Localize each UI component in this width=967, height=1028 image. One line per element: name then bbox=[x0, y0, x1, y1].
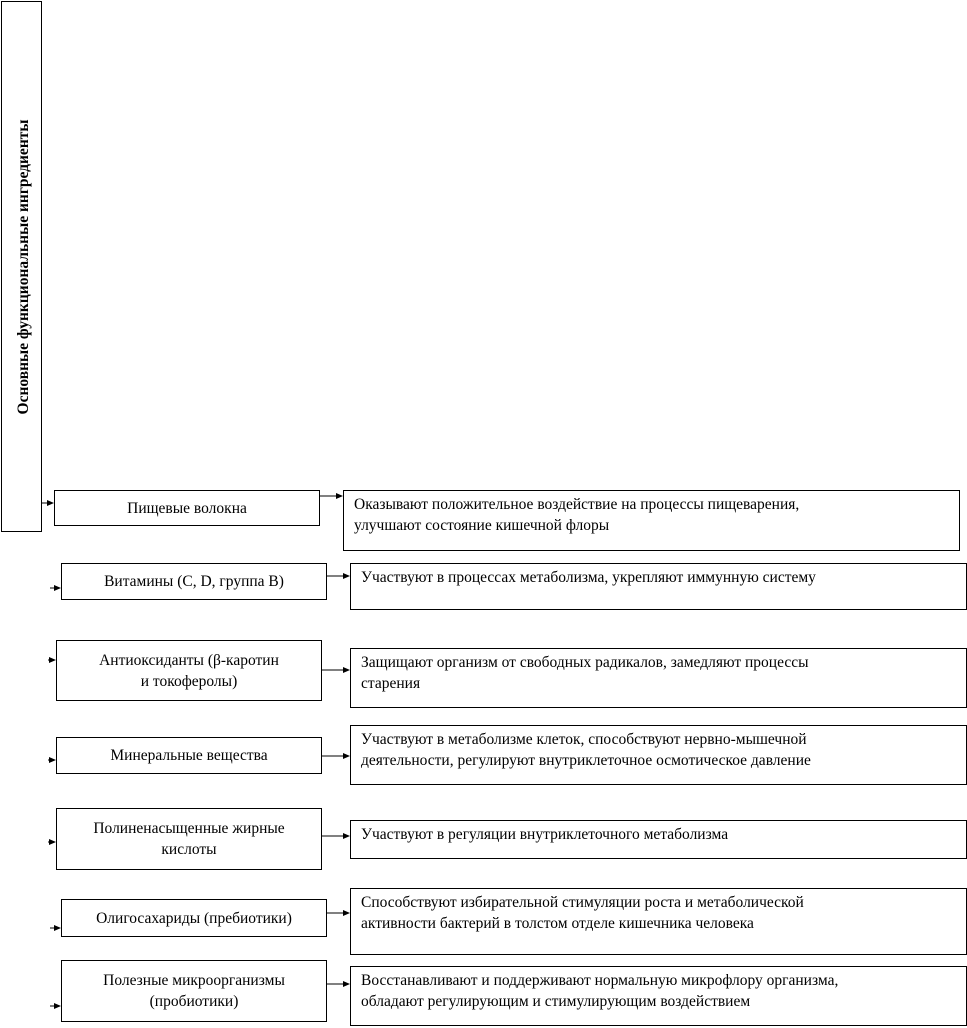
ingredient-oligosaccharides: Олигосахариды (пребиотики) bbox=[61, 899, 327, 937]
ingredient-pufa: Полиненасыщенные жирные кислоты bbox=[56, 808, 322, 870]
effect-oligosaccharides: Способствуют избирательной стимуляции роста и метаболической активности бактерий в толстом отделе кишечника человека bbox=[350, 888, 967, 955]
effect-pufa: Участвуют в регуляции внутриклеточного метаболизма bbox=[350, 820, 967, 859]
ingredient-antioxidants: Антиоксиданты (β-каротин и токоферолы) bbox=[56, 640, 322, 701]
effect-vitamins: Участвуют в процессах метаболизма, укрепляют иммунную систему bbox=[350, 563, 967, 610]
ingredient-minerals: Минеральные вещества bbox=[56, 737, 322, 774]
effect-minerals: Участвуют в метаболизме клеток, способствуют нервно-мышечной деятельности, регулируют внутриклеточное осмотическое давление bbox=[350, 725, 967, 785]
root-category-title: Основные функциональные ингредиенты bbox=[15, 119, 32, 415]
effect-dietary-fiber: Оказывают положительное воздействие на процессы пищеварения, улучшают состояние кишечной флоры bbox=[343, 490, 960, 551]
ingredient-probiotics: Полезные микроорганизмы (пробиотики) bbox=[61, 960, 327, 1022]
ingredient-dietary-fiber: Пищевые волокна bbox=[54, 490, 320, 526]
ingredient-vitamins: Витамины (С, D, группа В) bbox=[61, 563, 327, 600]
effect-probiotics: Восстанавливают и поддерживают нормальную микрофлору организма, обладают регулирующим и стимулирующим воздействием bbox=[350, 966, 967, 1026]
root-category-box bbox=[1, 1, 42, 532]
effect-antioxidants: Защищают организм от свободных радикалов, замедляют процессы старения bbox=[350, 648, 967, 708]
